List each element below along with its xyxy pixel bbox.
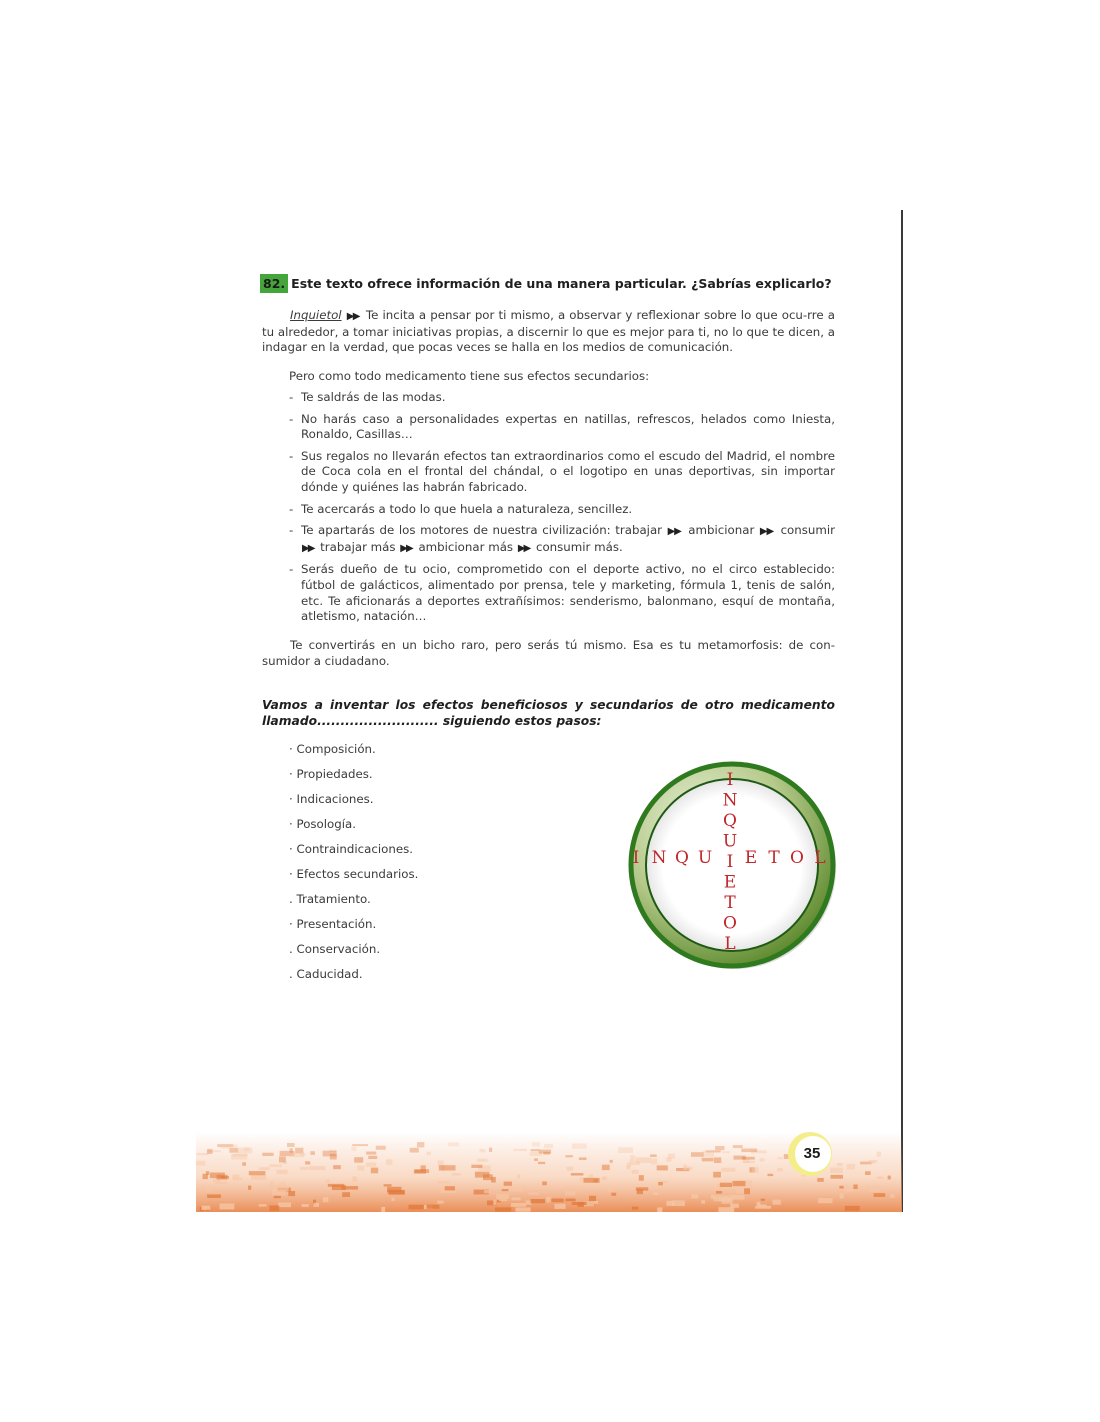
double-arrow-icon: ▶▶ — [667, 526, 681, 538]
intro-lead: Inquietol — [290, 308, 342, 322]
intro-paragraph — [262, 308, 835, 356]
side-effects-list — [289, 390, 835, 631]
logo-letter-horizontal: L — [814, 848, 826, 868]
question-number: 82. — [260, 274, 288, 293]
step-item: · Composición. — [289, 742, 376, 756]
logo-letter-horizontal: T — [768, 848, 780, 868]
logo-letter-vertical: T — [724, 893, 736, 913]
logo-letter-horizontal: I — [632, 848, 640, 868]
logo-letter-vertical: E — [723, 872, 737, 893]
logo-letter-vertical: O — [723, 913, 737, 934]
question-text: Este texto ofrece información de una manera particular. ¿Sabrías explicarlo? — [291, 276, 832, 291]
double-arrow-icon: ▶▶ — [346, 311, 359, 322]
logo-letter-horizontal: N — [651, 848, 667, 868]
question-heading — [260, 274, 832, 293]
page-number: 35 — [803, 1145, 821, 1162]
steps-list — [289, 742, 418, 992]
step-item: · Contraindicaciones. — [289, 842, 413, 856]
step-item: . Conservación. — [289, 942, 381, 956]
logo-letter-vertical: I — [726, 852, 734, 872]
step-item: . Tratamiento. — [289, 892, 371, 906]
list-item: - Sus regalos no llevarán efectos tan extraordinarios como el escudo del Madrid, el nombre de Coca cola en el frontal del chándal, o el logotipo en unas deportivas, sin importar dónde y quiénes las habrán fabricado. — [289, 448, 835, 494]
logo-letter-vertical: Q — [723, 811, 737, 831]
double-arrow-icon: ▶▶ — [759, 526, 773, 538]
intro-text: Te incita a pensar por ti mismo, a observar y reflexionar sobre lo que ocu-rre a tu alrededor, a tomar iniciativas propias, a discernir lo que es mejor para ti, no lo que te dicen, a indagar en la verdad, que pocas veces se halla en los medios de comunicación. — [262, 308, 835, 355]
step-item: · Posología. — [289, 817, 357, 831]
logo-letter-horizontal: Q — [675, 848, 689, 868]
step-item: · Efectos secundarios. — [289, 867, 419, 881]
list-item: - Serás dueño de tu ocio, comprometido con el deporte activo, no el circo establecido: fútbol de galácticos, alimentado por prensa, tele y marketing, fórmula 1, tenis de salón, etc. Te aficionarás a deportes extrañísimos: senderismo, balonmano, esquí de montaña, atletismo, natación… — [289, 562, 835, 624]
logo-letter-vertical: I — [726, 770, 734, 790]
step-item: . Caducidad. — [289, 967, 363, 981]
step-item: · Presentación. — [289, 917, 377, 931]
inquietol-logo — [624, 757, 840, 973]
logo-letter-vertical: U — [722, 831, 738, 852]
step-item: · Propiedades. — [289, 767, 373, 781]
list-item: - Te saldrás de las modas. — [289, 390, 446, 404]
task-instruction: Vamos a inventar los efectos beneficiosos y secundarios de otro medicamento llamado.......................... siguiendo estos pasos: — [262, 698, 835, 728]
side-effects-intro: Pero como todo medicamento tiene sus efectos secundarios: — [289, 369, 650, 383]
step-item: · Indicaciones. — [289, 792, 374, 806]
double-arrow-icon: ▶▶ — [302, 542, 314, 554]
logo-letter-vertical: N — [722, 790, 738, 811]
list-item: - Te acercarás a todo lo que huela a naturaleza, sencillez. — [289, 501, 633, 516]
double-arrow-icon: ▶▶ — [517, 542, 530, 554]
conclusion-paragraph: Te convertirás en un bicho raro, pero serás tú mismo. Esa es tu metamorfosis: de con-sumidor a ciudadano. — [262, 638, 835, 668]
logo-letter-horizontal: O — [790, 848, 804, 868]
double-arrow-icon: ▶▶ — [400, 542, 412, 554]
list-item-chain: - Te apartarás de los motores de nuestra civilización: trabajar ▶▶ ambicionar ▶▶ consumir ▶▶ trabajar más ▶▶ ambicionar más ▶▶ consumir más. — [289, 523, 835, 554]
logo-letter-horizontal: U — [697, 848, 713, 868]
list-item: - No harás caso a personalidades expertas en natillas, refrescos, helados como Iniesta, Ronaldo, Casillas… — [289, 411, 835, 442]
page-edge-rule — [901, 210, 903, 1212]
logo-letter-horizontal: E — [744, 848, 758, 868]
logo-letter-vertical: L — [724, 934, 736, 954]
